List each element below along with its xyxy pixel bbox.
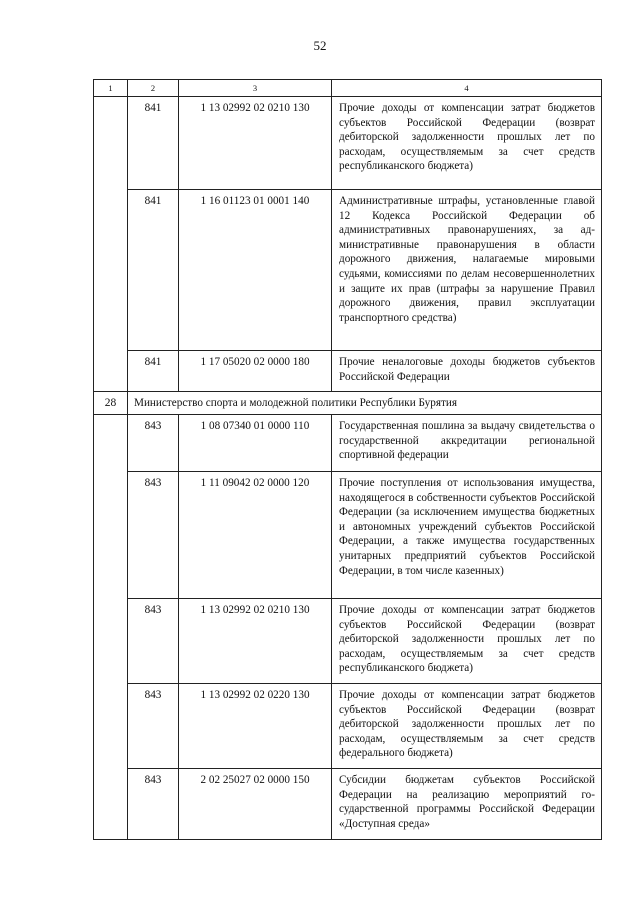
admin-code-cell: 843	[128, 599, 179, 684]
description-cell: Субсидии бюджетам субъектов Российской Федерации на реализацию мероприятий государственной программы Российской Федерации «Доступная среда»	[332, 769, 602, 840]
description-cell: Административные штрафы, установленные главой 12 Кодекса Российской Федерации об административных правонарушениях, за административные правонарушения в области дорожного движения, налагаемые мировыми судьями, комиссиями по делам несовершеннолетних и защите их прав (штрафы за нарушение Правил дорожного движения, правил эксплуатации транспортного средства)	[332, 190, 602, 351]
description-cell: Прочие неналоговые доходы бюджетов субъектов Российской Федерации	[332, 351, 602, 392]
table-row	[94, 351, 602, 392]
admin-code-cell: 843	[128, 769, 179, 840]
column-header-2: 2	[128, 80, 179, 97]
table-row	[94, 599, 602, 684]
budget-code-cell: 2 02 25027 02 0000 150	[179, 769, 332, 840]
budget-code-cell: 1 16 01123 01 0001 140	[179, 190, 332, 351]
description-cell: Прочие поступления от использования имущества, находящегося в собственности субъектов Российской Федерации (за исключением имущества бюджетных и автономных учреждений субъектов Российской Федерации, а также имущества государственных унитарных предприятий субъектов Российской Федерации, в том числе казенных)	[332, 472, 602, 599]
revenue-codes-table	[93, 79, 602, 840]
budget-code-cell: 1 08 07340 01 0000 110	[179, 415, 332, 472]
ministry-number: 28	[94, 392, 128, 415]
budget-code-cell: 1 11 09042 02 0000 120	[179, 472, 332, 599]
table-row	[94, 684, 602, 769]
admin-code-cell: 843	[128, 472, 179, 599]
budget-code-cell: 1 13 02992 02 0210 130	[179, 599, 332, 684]
ministry-row	[94, 392, 602, 415]
description-cell: Прочие доходы от компенсации затрат бюджетов субъектов Российской Федерации (возврат дебиторской задолженности прошлых лет по расходам, осуществляемым за счет средств республиканского бюджета)	[332, 97, 602, 190]
budget-code-cell: 1 13 02992 02 0220 130	[179, 684, 332, 769]
admin-code-cell: 841	[128, 351, 179, 392]
description-cell: Прочие доходы от компенсации затрат бюджетов субъектов Российской Федерации (возврат дебиторской задолженности прошлых лет по расходам, осуществляемым за счет средств республиканского бюджета)	[332, 599, 602, 684]
row-number-cell-empty	[94, 97, 128, 392]
column-header-1: 1	[94, 80, 128, 97]
description-cell: Государственная пошлина за выдачу свидетельства о государственной аккредитации региональной спортивной федерации	[332, 415, 602, 472]
table-header-row	[94, 80, 602, 97]
table-row	[94, 769, 602, 840]
admin-code-cell: 843	[128, 415, 179, 472]
table-row	[94, 472, 602, 599]
admin-code-cell: 843	[128, 684, 179, 769]
admin-code-cell: 841	[128, 190, 179, 351]
admin-code-cell: 841	[128, 97, 179, 190]
table-row	[94, 415, 602, 472]
budget-code-cell: 1 13 02992 02 0210 130	[179, 97, 332, 190]
budget-code-cell: 1 17 05020 02 0000 180	[179, 351, 332, 392]
column-header-3: 3	[179, 80, 332, 97]
table-row	[94, 190, 602, 351]
description-cell: Прочие доходы от компенсации затрат бюджетов субъектов Российской Федерации (возврат дебиторской задолженности прошлых лет по расходам, осуществляемым за счет средств федерального бюджета)	[332, 684, 602, 769]
row-number-cell-empty	[94, 415, 128, 840]
page-number: 52	[313, 38, 327, 53]
table-row	[94, 97, 602, 190]
column-header-4: 4	[332, 80, 602, 97]
ministry-name: Министерство спорта и молодежной политики Республики Бурятия	[128, 392, 602, 415]
